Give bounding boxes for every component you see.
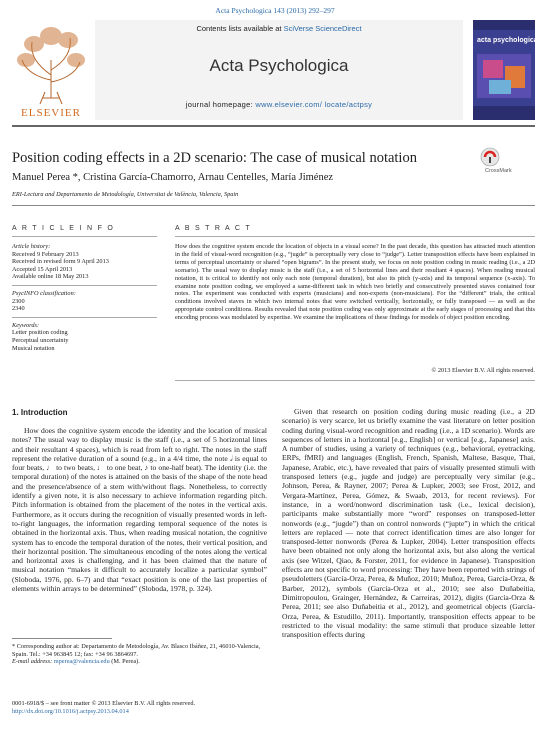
intro-right-column: Given that research on position coding during music reading (i.e., a 2D scenario) is very scarce, let us briefly examine the vast literature on letter position coding during visual-word recognition and reading (i.e., a 1D scenario). Words are sequences of letters in a horizontal [e.g., English] or vertical [e.g., Japanese] axis. A number of studies, using a variety of techniques (e.g., behavioral, eyetracking, ERPs, fMRI) and languages (English, French, Spanish, Maltese, Basque, Thai, Japanese, Arabic, etc.), have revealed that pairs of visually presented stimuli with transposed letters (e.g., jugde and judge) are perceptually very similar (e.g., Johnson, Perea, & Rayner, 2007; Perea & Lupker, 2003; see Frost, 2012, and Vergara-Martínez, Perea, Gómez, & Swaab, 2013, for recent reviews). For instance, in a word/nonword discrimination task (i.e., lexical decision), participants make substantially more “word” responses on transposed-letter nonwords (e.g., “jugde”) than on control nonwords (“jupte”) in which the critical letters are replaced — note that correct identification times are also longer for transposed-letter nonwords (Perea & Lupker, 2004). Letter transposition effects have been obtained not only along the horizontal axis, but also along the vertical axis (see Witzel, Qiao, & Forster, 2011, for evidence in Japanese). Transposition effects are not specific to word processing: They have been reported with strings of pseudoletters (García-Orza, Perea, & Muñoz, 2010; Muñoz, Perea, García-Orza, & Barber, 2012), symbols (García-Orza et al., 2010; see also Duñabeitia, Dimitropoulou, Grainger, Hernández, & Carreiras, 2012), digits (García-Orza & Perea, 2011; see also Duñabeitia et al., 2012), and geometrical objects (García-Orza, Perea, & Estudillo, 2011). Importantly, transposition effects appear to be restricted to the visual modality: the same stimuli that produce sizeable letter transposition effects during (282, 407, 535, 640)
history-item: Available online 18 May 2013 (12, 273, 89, 281)
email-link[interactable]: mperea@valencia.edu (53, 658, 110, 665)
section-heading-introduction: 1. Introduction (12, 408, 68, 417)
journal-header-box (95, 20, 463, 120)
page-footer (12, 700, 267, 715)
author-list: Manuel Perea *, Cristina García-Chamorro, Arnau Centelles, María Jiménez (12, 172, 334, 183)
cover-title: acta psychologica (477, 37, 535, 44)
homepage-link[interactable]: www.elsevier.com/ locate/actpsy (255, 100, 373, 109)
article-info-rule (12, 236, 157, 237)
sciencedirect-link[interactable]: SciVerse ScienceDirect (283, 24, 362, 33)
psycinfo-code: 2300 (12, 297, 25, 305)
crossmark-label: CrossMark (485, 168, 512, 174)
footnote-text: * Corresponding author at: Departamento de Metodología, Av. Blasco Ibáñez, 21, 46010-Valencia, Spain. Tel.: +34 963845 12; fax: +34 96 3864697. (12, 643, 261, 658)
affiliation: ERI-Lectura and Departamento de Metodología, Universitat de València, Valencia, Spain (12, 191, 239, 198)
email-label: E-mail address: (12, 658, 54, 665)
abstract-heading: A B S T R A C T (175, 225, 252, 232)
keyword: Letter position coding (12, 329, 68, 337)
homepage-line (95, 100, 463, 109)
contents-line (95, 24, 463, 33)
history-item: Received in revised form 9 April 2013 (12, 258, 109, 266)
abstract-rule (175, 236, 535, 237)
psycinfo-label: PsycINFO classification: (12, 289, 76, 297)
divider (12, 317, 157, 318)
keywords-label: Keywords: (12, 321, 40, 329)
issn-line: 0001-6918/$ – see front matter © 2013 Elsevier B.V. All rights reserved. (12, 700, 196, 707)
history-label: Article history: (12, 243, 51, 250)
paper-title: Position coding effects in a 2D scenario: The case of musical notation (12, 150, 417, 166)
intro-left-column: How does the cognitive system encode the identity and the location of musical notes? The usual way to display music is the staff (i.e., a set of 5 horizontal lines and their resultant 4 spaces), which is read from left to right. The notes in the staff represent the relative duration of a sound (e.g., in a 4/4 time, the note 𝅗𝅥 is equal to four beats, ♩ to two beats, ♩ to one beat, ♪ to one-half beat). The identity (i.e. the temporal duration) of the notes is attained on the basis of the shape of the note head and the presence/absence of a stem with/without flags. Nonetheless, to correctly identify a given note, it is also necessary to achieve information regarding pitch. Pitch information is obtained from the placement of the notes in the vertical axis. Furthermore, as it occurs during the recognition of visually presented words in left-to-right languages, the information regarding temporal sequence of the notes is obtained in the horizontal axis. Thus, when reading musical notation, the cognitive system has to encode the temporal duration of the notes, their vertical position, and their horizontal position. The simultaneous encoding of the notes along the vertical and horizontal axes is challenging, and it has been claimed that the nature of musical notation “makes it difficult to accurately localize a particular symbol” (Sloboda, 1976, pp. 6–7) and that “exact position is one of the last properties of elements within arrays to be determined” (Sloboda, 1978, p. 324). (12, 426, 267, 594)
elsevier-logo (12, 20, 90, 120)
doi-link[interactable]: http://dx.doi.org/10.1016/j.actpsy.2013.04.014 (12, 707, 129, 715)
history-item: Received 9 February 2013 (12, 250, 79, 258)
email-suffix: (M. Perea). (109, 658, 140, 665)
divider (12, 285, 157, 286)
psycinfo-code: 2340 (12, 305, 25, 313)
journal-title: Acta Psychologica (209, 56, 349, 75)
journal-reference[interactable]: Acta Psychologica 143 (2013) 292–297 (215, 6, 335, 15)
header-rule (12, 125, 535, 127)
keyword: Perceptual uncertainty (12, 336, 69, 344)
elsevier-wordmark: ELSEVIER (21, 107, 81, 119)
corresponding-author-footnote (12, 643, 267, 666)
article-info-heading: A R T I C L E I N F O (12, 225, 115, 232)
footnote-rule (12, 638, 112, 639)
abstract-text: How does the cognitive system encode the location of objects in a visual scene? In the past decade, this question has attracted much attention in the field of visual-word recognition (e.g., “jugde” is perceptually very close to “judge”). Letter transposition effects have been explained in terms of perceptual uncertainty or shared “open bigrams”. In the present study, we focus on note position coding in music reading (i.e., a 2D scenario). The usual way to display music is the staff (i.e., a set of 5 horizontal lines and their resultant 4 spaces). When reading musical notation, it is critical to identify not only each note (temporal duration), but also its pitch (y-axis) and its temporal sequence (x-axis). To examine note position coding, we employed a same-different task in which two briefly and consecutively presented staves contained four notes. The experiment was conducted with experts (musicians) and non-experts (non-musicians). For the “different” trials, the critical conditions involved staves in which two internal notes that were switched vertically, horizontally, or fully transposed — as well as the appropriate control conditions. Results revealed that note position coding was only approximate at the early stages of processing and that this encoding process was modulated by expertise. We examine the implications of these findings for models of object position encoding. (175, 243, 535, 322)
keyword: Musical notation (12, 344, 55, 352)
journal-cover-image (473, 20, 535, 120)
crossmark-badge[interactable] (480, 146, 535, 174)
homepage-prefix: journal homepage: (185, 100, 256, 109)
title-rule (12, 205, 535, 206)
abstract-bottom-rule (175, 380, 535, 381)
contents-prefix: Contents lists available at (196, 24, 284, 33)
article-info (12, 243, 157, 356)
email-line (12, 658, 267, 666)
history-item: Accepted 15 April 2013 (12, 265, 73, 273)
copyright-notice: © 2013 Elsevier B.V. All rights reserved. (431, 367, 535, 374)
